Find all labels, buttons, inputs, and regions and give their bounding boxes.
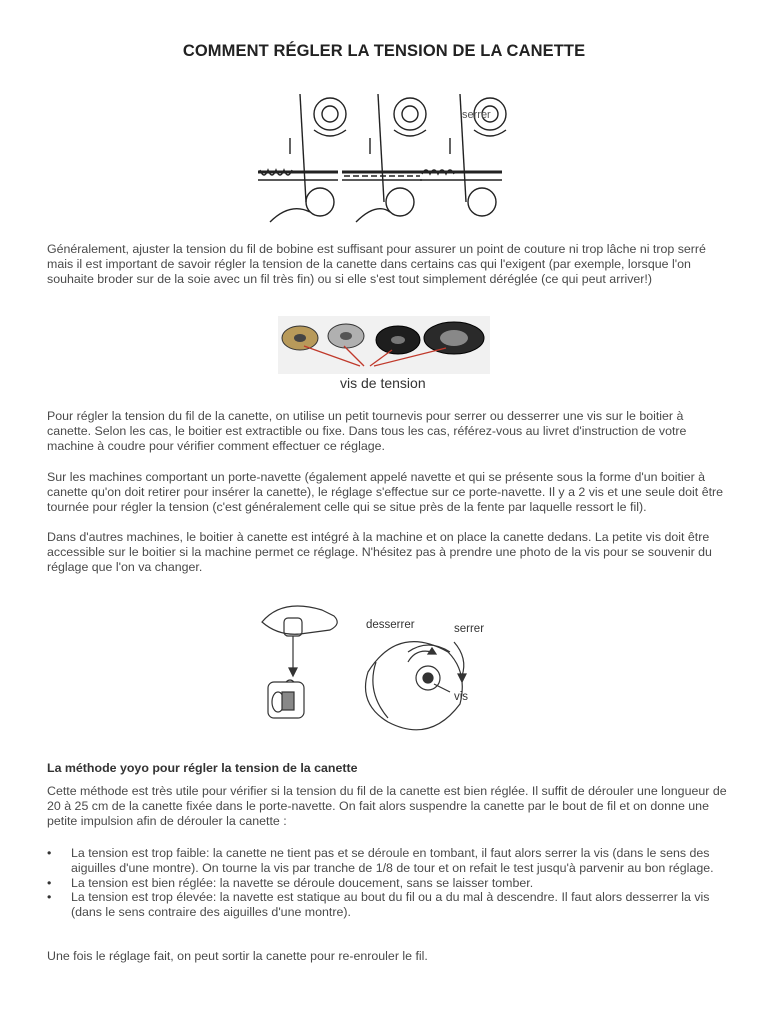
hand-illustration — [262, 606, 337, 676]
closing-paragraph: Une fois le réglage fait, on peut sortir la canette pour re-enrouler le fil. — [47, 949, 428, 963]
list-item: • La tension est bien réglée: la navette se déroule doucement, sans se laisser tomber. — [47, 875, 534, 890]
hanging-bobbin — [268, 680, 304, 718]
tension-screw-diagram — [258, 592, 498, 744]
bobbin-case-4 — [424, 322, 484, 354]
bullet-icon: • — [47, 846, 52, 860]
label-serrer: serrer — [454, 623, 485, 635]
section-heading: La méthode yoyo pour régler la tension de la canette — [47, 761, 358, 775]
bobbin-case-1 — [282, 326, 318, 350]
bobbin-case-2 — [328, 324, 364, 348]
diagram-panel-2 — [342, 94, 426, 222]
list-item: • La tension est trop faible: la canette ne tient pas et se déroule en tombant, il faut alors serrer la vis (dans le sens des aiguilles d'une montre). On tourne la vis par tranche de 1/8 de tour et on refait le test jusqu'à parvenir au bon réglage. — [47, 846, 714, 875]
bobbin-case-3 — [376, 326, 420, 354]
paragraph-yoyo-method: Cette méthode est très utile pour vérifier si la tension du fil de la canette est bien réglée. Il suffit de dérouler une longueur de 20 à 25 cm de la canette fixée dans le porte-navette. On fait alors suspendre la canette par le bout de fil et on donne une petite impulsion afin de dérouler la canette : — [47, 784, 727, 828]
diagram-panel-1 — [258, 94, 346, 222]
bullet-icon: • — [47, 890, 52, 905]
paragraph-screwdriver: Pour régler la tension du fil de la canette, on utilise un petit tournevis pour serrer ou desserrer une vis sur le boitier à canette. Selon les cas, le boitier est extractible ou fixe. Dans tous les cas, référez-vous au livret d'instruction de votre machine à coudre pour vérifier comment effectuer ce réglage. — [47, 409, 687, 453]
tension-list — [47, 846, 727, 920]
arrow-serrer — [454, 642, 464, 676]
stitch-tension-diagram — [250, 82, 520, 230]
figure-caption: vis de tension — [340, 375, 426, 391]
paragraph-porte-navette: Sur les machines comportant un porte-navette (également appelé navette et qui se présente sous la forme d'un boitier à canette qu'on doit retirer pour insérer la canette), le réglage s'effectue sur ce porte-navette. Il y a 2 vis et une seule doit être tournée pour régler la tension (c'est généralement celle qui se situe près de la fente par laquelle ressort le fil). — [47, 470, 724, 514]
label-vis: vis — [454, 691, 469, 703]
vis-pointer — [434, 684, 450, 692]
intro-paragraph: Généralement, ajuster la tension du fil de bobine est suffisant pour assurer un point de couture ni trop lâche ni trop serré mais il est important de savoir régler la tension de la canette dans certains cas qui l'exigent (par exemple, lorsque l'on souhaite broder sur de la soie avec un fil très fin) ou si elle s'est tout simplement déréglée (ce qui peut arriver!) — [47, 242, 706, 286]
bobbin-cases-photo — [278, 316, 490, 392]
paragraph-integrated-case: Dans d'autres machines, le boitier à canette est intégré à la machine et on place la canette dedans. La petite vis doit être accessible sur le boitier si la machine permet ce réglage. N'hésitez pas à prendre une photo de la vis pour se souvenir du réglage que l'on va changer. — [47, 530, 712, 574]
list-item: • La tension est trop élevée: la navette est statique au bout du fil ou a du mal à descendre. Il faut alors desserrer la vis (dans le sens contraire des aiguilles d'une montre). — [47, 890, 710, 920]
bullet-icon: • — [47, 875, 52, 890]
label-desserrer: desserrer — [366, 619, 415, 631]
page-title: COMMENT RÉGLER LA TENSION DE LA CANETTE — [182, 42, 586, 60]
diagram-label-serrer: serrer — [462, 109, 491, 121]
